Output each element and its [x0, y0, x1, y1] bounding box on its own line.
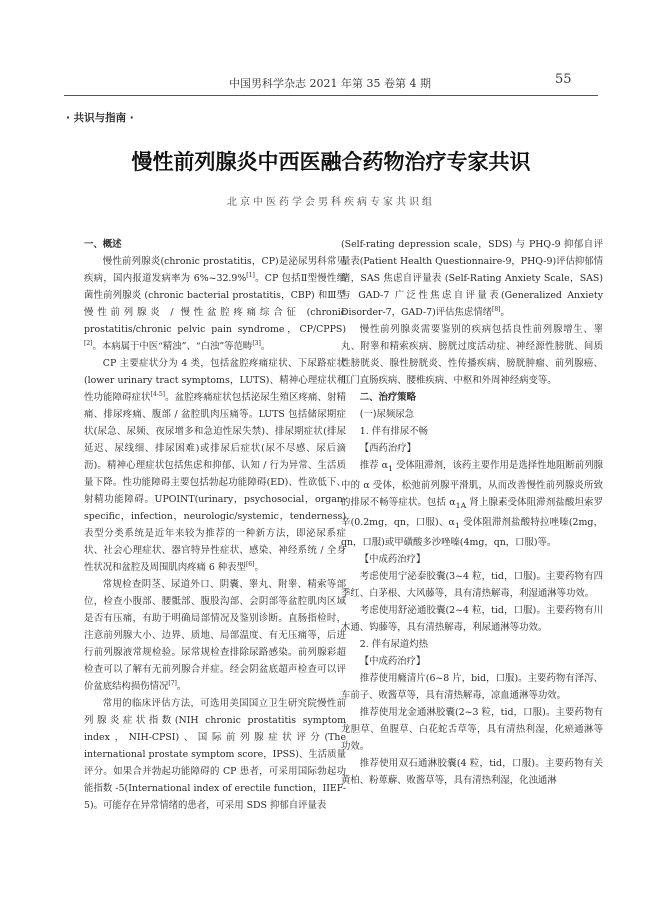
section-heading: 一、概述 — [84, 239, 122, 250]
paragraph: 考虑使用宁泌泰胶囊(3~4 粒，tid，口服)。主要药物有四季红、白茅根、大风藤等，具有清热解毒，利湿通淋等功效。 — [341, 570, 603, 599]
paragraph: 慢性前列腺炎需要鉴别的疾病包括良性前列腺增生、睾丸、附睾和精索疾病、膀胱过度活动症、神经源性膀胱、间质性膀胱炎、腺性膀胱炎、性传播疾病、膀胱肿瘤、前列腺癌、肛门直肠疾病、腰椎疾病、中枢和外周神经病变等。 — [341, 324, 603, 386]
header-rule — [64, 95, 598, 96]
article-title: 慢性前列腺炎中西医融合药物治疗专家共识 — [131, 150, 531, 174]
paragraph: 推荐 $\alpha_1$ 受体阻滞剂，该药主要作用是选择性地阻断前列腺中的 α 受体，松弛前列腺平滑肌，从而改善慢性前列腺炎所致的排尿不畅等症状。包括 $\alpha_{1A}$ 肾上腺素受体阻滞剂盐酸坦索罗辛(0.2mg，qn，口服)、$\alpha_1$ 受体阻滞剂盐酸特拉唑嗪(2mg，qn，口服)或甲磺酸多沙唑嗪(4mg，qn，口服)等。 — [341, 460, 604, 548]
paragraph: (Self-rating depression scale，SDS) 与 PHQ-9 抑郁自评量表(Patient Health Questionnaire-9，PHQ-9)评估抑郁情绪，SAS 焦虑自评量表 (Self-Rating Anxiety Scale，SAS)与 GAD-7 广泛性焦虑自评量表(Generalized Anxiety Disorder-7，GAD-7)评估焦虑情绪[8]。 — [341, 239, 603, 318]
paragraph: 常用的临床评估方法，可选用美国国立卫生研究院慢性前列腺炎症状指数(NIH chronic prostatitis symptom index，NIH-CPSI)、国际前列腺症状评分(The international prostate symptom score，IPSS)、生活质量评分。如果合并勃起功能障碍的 CP 患者，可采用国际勃起功能指数 -5(International index of erectile function，IIEF-5)。可能存在异常情绪的患者，可采用 SDS 抑郁自评量表 — [84, 698, 346, 811]
citation: [6] — [245, 560, 255, 568]
paragraph: 推荐使用龙金通淋胶囊(2~3 粒，tid，口服)。主要药物有龙胆草、鱼腥草、白花蛇舌草等，具有清热利湿，化瘀通淋等功效。 — [341, 706, 603, 752]
paragraph: 推荐使用癃清片(6~8 片，bid，口服)。主要药物有泽泻、车前子、败酱草等，具有清热解毒，凉血通淋等功效。 — [341, 672, 603, 701]
paragraph: CP 主要症状分为 4 类，包括盆腔疼痛症状、下尿路症状(lower urinary tract symptoms，LUTS)、精神心理症状和性功能障碍症状[4-5]。盆腔疼痛症状包括泌尿生殖区疼痛、射精痛、排尿疼痛、腹部 / 盆腔肌肉压痛等。LUTS 包括储尿期症状(尿急、尿频、夜尿增多和急迫性尿失禁)、排尿期症状(排尿延迟、尿线细、排尿困难)或排尿后症状(尿不尽感、尿后滴沥)。精神心理症状包括焦虑和抑郁、认知 / 行为异常、生活质量下降。性功能障碍主要包括勃起功能障碍(ED)、性欲低下、射精功能障碍。UPOINT(urinary，psychosocial，organ-specific，infection，neurologic/systemic，tenderness)表型分类系统是近年来较为推荐的一种新方法，即泌尿系症状、社会心理症状、器官特异性症状、感染、神经系统 / 全身性状况和盆腔及周围肌肉疼痛 6 种表型[6]。 — [84, 358, 346, 573]
subsection-heading: (一)尿频尿急 — [359, 409, 414, 420]
citation: [8] — [491, 305, 501, 313]
paragraph: 推荐使用双石通淋胶囊(4 粒，tid，口服)。主要药物有关黄柏、粉萆薢、败酱草等，具有清热利湿，化浊通淋 — [341, 757, 603, 786]
citation: [2] — [84, 339, 93, 347]
citation: [1] — [246, 271, 255, 279]
item-heading: 1. 伴有排尿不畅 — [359, 426, 428, 437]
paragraph: 慢性前列腺炎(chronic prostatitis，CP)是泌尿男科常见疾病，国内报道发病率为 6%~32.9%[1]。CP 包括Ⅱ型慢性细菌性前列腺炎 (chronic bacterial prostatitis，CBP) 和Ⅲ型慢性前列腺炎 / 慢性盆腔疼痛综合征 (chronic prostatitis/chronic pelvic pain syndrome，CP/CPPS)[2]。本病属于中医“精浊”、“白浊”等范畴[3]。 — [84, 256, 346, 352]
column-tag: · 共识与指南 · — [66, 112, 134, 124]
citation: [4-5] — [150, 390, 166, 398]
article-authors: 北京中医药学会男科疾病专家共识组 — [227, 197, 435, 208]
item-heading: 2. 伴有尿道灼热 — [359, 638, 428, 650]
citation: [7] — [168, 679, 177, 687]
treatment-heading: 【中成药治疗】 — [359, 553, 426, 565]
paragraph: 常规检查阴茎、尿道外口、阴囊、睾丸、附睾、精索等部位，检查小腹部、腰骶部、腹股沟部、会阴部等盆腔肌肉区域是否有压痛，有助于明确局部情况及鉴别诊断。直肠指检时，注意前列腺大小、边界、质地、局部温度、有无压痛等，后进行前列腺液常规检验。尿常规检查排除尿路感染。前列腺彩超检查可以了解有无前列腺合并症。经会阴盆底超声检查可以评价盆底结构损伤情况[7]。 — [84, 579, 346, 692]
paragraph: 考虑使用舒泌通胶囊(2~4 粒，tid，口服)。主要药物有川木通、钩藤等，具有清热解毒，利尿通淋等功效。 — [341, 604, 603, 633]
treatment-heading: 【西药治疗】 — [359, 443, 417, 454]
page-number: 55 — [555, 72, 572, 87]
left-column — [84, 236, 346, 814]
treatment-heading: 【中成药治疗】 — [359, 655, 426, 667]
section-heading: 二、治疗策略 — [359, 392, 417, 403]
citation: [3] — [252, 339, 261, 347]
journal-header: 中国男科学杂志 2021 年第 35 卷第 4 期 — [229, 77, 431, 90]
right-column — [341, 236, 603, 789]
